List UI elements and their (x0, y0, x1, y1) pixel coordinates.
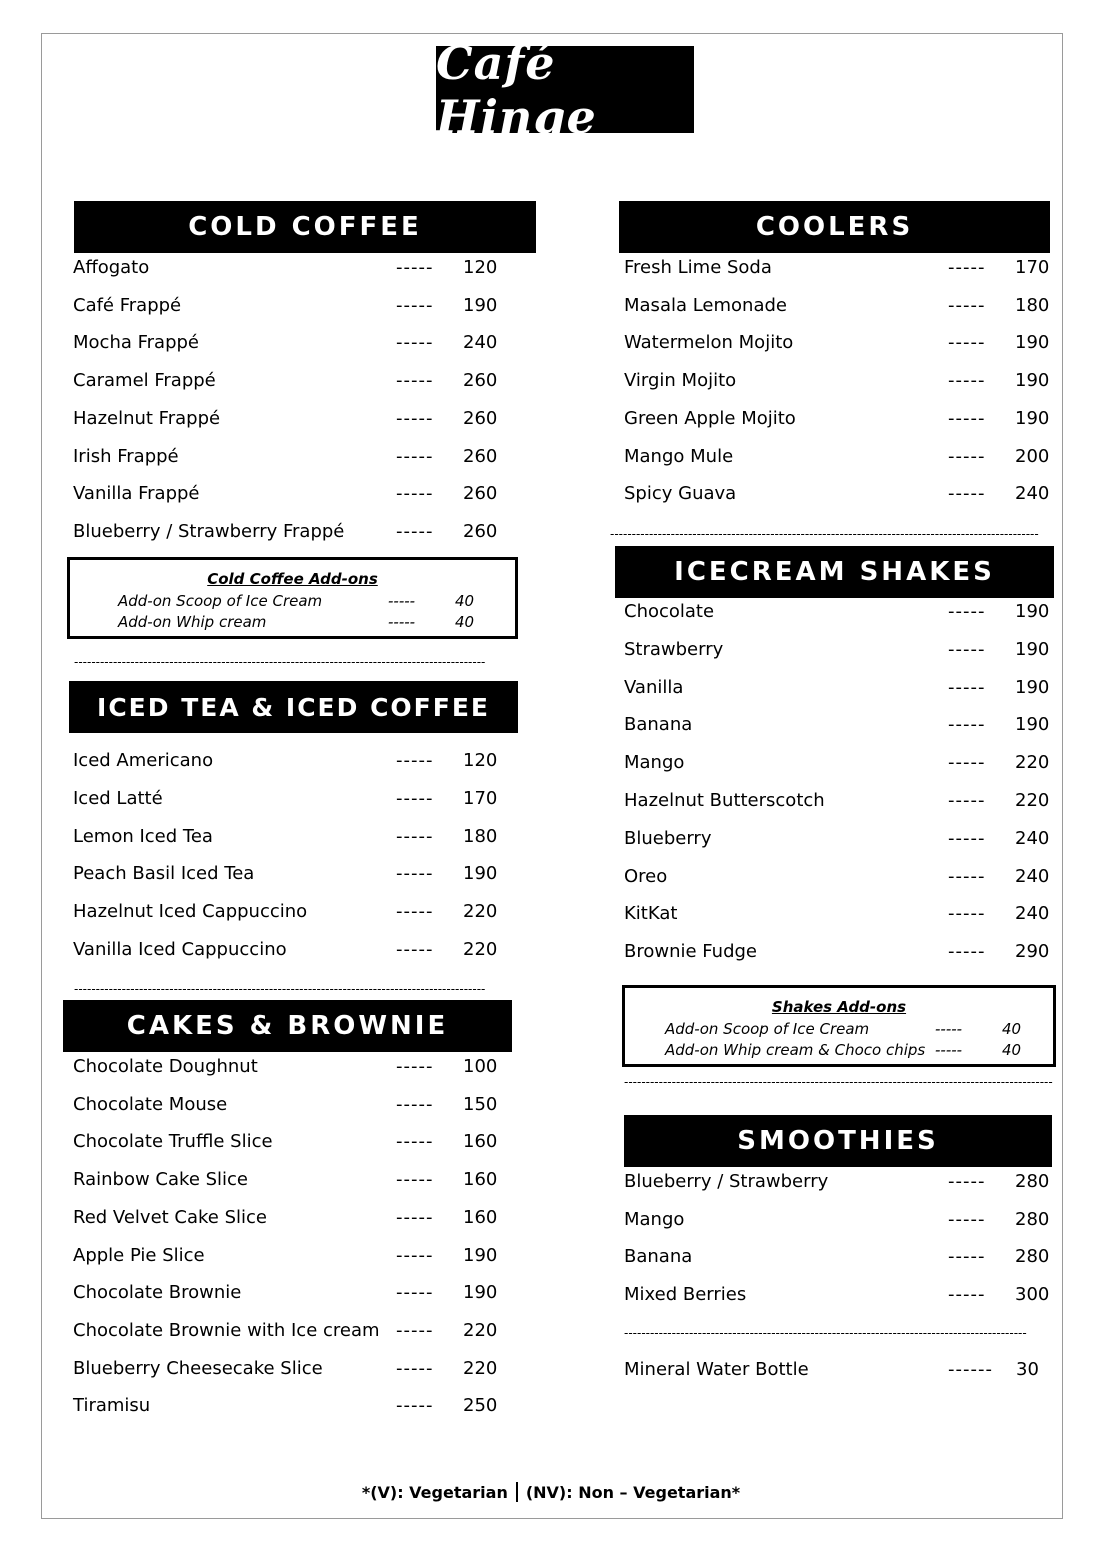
item-name: Chocolate Brownie (73, 1282, 242, 1304)
addon-name: Add-on Whip cream & Choco chips (665, 1041, 926, 1059)
item-price: 190 (463, 863, 498, 885)
item-dash: ----- (948, 294, 986, 316)
addon-name: Add-on Scoop of Ice Cream (665, 1020, 870, 1038)
item-dash: ----- (948, 483, 986, 505)
item-dash: ----- (948, 638, 986, 660)
item-price: 180 (463, 825, 498, 847)
item-price: 160 (463, 1169, 498, 1191)
item-name: Vanilla Frappé (73, 483, 200, 505)
item-dash: ----- (396, 483, 434, 505)
menu-item (73, 257, 513, 295)
menu-item (73, 750, 513, 788)
legend-veg: *(V): Vegetarian (361, 1483, 508, 1502)
item-dash: ----- (396, 1206, 434, 1228)
item-name: Watermelon Mojito (624, 332, 794, 354)
item-price: 190 (1015, 714, 1050, 736)
item-name: Red Velvet Cake Slice (73, 1206, 267, 1228)
menu-item (73, 1169, 513, 1207)
menu-item (73, 901, 513, 939)
item-dash: ----- (396, 370, 434, 392)
addons-title: Shakes Add-ons (771, 998, 907, 1016)
item-name: Hazelnut Butterscotch (624, 790, 825, 811)
item-dash: ----- (948, 257, 986, 278)
item-name: Mineral Water Bottle (624, 1359, 809, 1380)
menu-item (624, 446, 1064, 484)
section-header-smoothies: SMOOTHIES (624, 1115, 1052, 1167)
item-dash: ----- (396, 332, 434, 354)
item-name: Chocolate Truffle Slice (73, 1131, 273, 1153)
item-name: Virgin Mojito (624, 370, 737, 392)
menu-item (624, 677, 1064, 715)
separator-line: --------------------------------------------------------------------------------------------- (624, 1326, 1027, 1340)
item-name: Chocolate Doughnut (73, 1056, 258, 1077)
item-dash: ----- (396, 407, 434, 429)
item-name: Strawberry (624, 638, 724, 660)
menu-item (73, 295, 513, 333)
item-name: Mixed Berries (624, 1284, 747, 1306)
item-dash: ----- (948, 790, 986, 811)
item-price: 30 (1016, 1359, 1039, 1380)
menu-item (73, 1358, 513, 1396)
item-name: Spicy Guava (624, 483, 737, 505)
separator-line: --------------------------------------------------------------------------------------------------- (610, 527, 1039, 541)
item-name: Chocolate Brownie with Ice cream (73, 1319, 380, 1341)
item-price: 170 (463, 787, 498, 809)
item-dash: ----- (396, 1169, 434, 1191)
item-name: Fresh Lime Soda (624, 257, 772, 278)
legend-divider (516, 1482, 518, 1502)
item-price: 220 (463, 939, 498, 960)
item-dash: ----- (948, 1208, 986, 1230)
menu-item (624, 408, 1064, 446)
item-name: Lemon Iced Tea (73, 825, 213, 847)
item-dash: ----- (396, 1395, 434, 1417)
item-price: 100 (463, 1056, 498, 1077)
item-dash: ----- (948, 370, 986, 392)
menu-item (624, 483, 1064, 521)
item-dash: ----- (396, 294, 434, 316)
item-price: 250 (463, 1395, 498, 1417)
menu-item (73, 1207, 513, 1245)
item-dash: ----- (396, 1282, 434, 1304)
item-price: 190 (1015, 601, 1050, 622)
item-price: 240 (1015, 865, 1050, 887)
menu-item (624, 257, 1064, 295)
item-name: Masala Lemonade (624, 294, 787, 316)
separator-line: ----------------------------------------------------------------------------------------------- (74, 982, 486, 996)
item-price: 240 (1015, 903, 1050, 925)
item-price: 280 (1015, 1171, 1050, 1192)
legend-footer (0, 1482, 1102, 1502)
item-dash: ----- (948, 407, 986, 429)
item-dash: ----- (396, 863, 434, 885)
item-price: 280 (1015, 1246, 1050, 1268)
item-dash: ----- (396, 825, 434, 847)
item-price: 240 (463, 332, 498, 354)
section-header-shakes: ICECREAM SHAKES (615, 546, 1054, 598)
menu-item (624, 1359, 1064, 1397)
item-dash: ----- (948, 1284, 986, 1306)
item-dash: ----- (396, 257, 434, 278)
item-name: Banana (624, 1246, 693, 1268)
section-header-iced-tea: ICED TEA & ICED COFFEE (69, 681, 518, 733)
item-price: 290 (1015, 941, 1050, 963)
addon-dash: ----- (388, 613, 416, 631)
menu-item (624, 370, 1064, 408)
item-name: Mocha Frappé (73, 332, 199, 354)
addon-price: 40 (455, 592, 475, 610)
section-header-coolers: COOLERS (619, 201, 1050, 253)
menu-item (624, 1284, 1064, 1322)
addon-price: 40 (1002, 1041, 1022, 1059)
item-dash: ----- (948, 1246, 986, 1268)
item-price: 260 (463, 407, 498, 429)
item-dash: ----- (948, 941, 986, 963)
item-dash: ----- (396, 787, 434, 809)
menu-item (73, 1282, 513, 1320)
item-name: Green Apple Mojito (624, 407, 796, 429)
separator-line: ----------------------------------------------------------------------------------------------- (74, 655, 486, 669)
item-dash: ----- (396, 901, 434, 923)
item-price: 160 (463, 1131, 498, 1153)
item-dash: ----- (948, 714, 986, 736)
menu-item (624, 752, 1064, 790)
item-price: 190 (463, 1282, 498, 1304)
item-name: Hazelnut Frappé (73, 407, 221, 429)
section-header-cakes: CAKES & BROWNIE (63, 1000, 512, 1052)
brand-name: Café Hinge (436, 35, 597, 144)
item-name: Chocolate (624, 601, 715, 622)
item-price: 220 (463, 1357, 498, 1379)
menu-item (73, 939, 513, 977)
item-dash: ----- (948, 865, 986, 887)
menu-item (73, 1395, 513, 1433)
cold-coffee-addons-box (67, 557, 518, 639)
item-dash: ----- (948, 445, 986, 467)
item-dash: ----- (396, 445, 434, 467)
addons-title: Cold Coffee Add-ons (207, 570, 378, 588)
menu-item (624, 1246, 1064, 1284)
item-price: 220 (463, 901, 498, 923)
menu-item (73, 1245, 513, 1283)
item-name: Blueberry Cheesecake Slice (73, 1357, 323, 1379)
item-name: Irish Frappé (73, 445, 179, 467)
item-price: 190 (1015, 332, 1050, 354)
item-name: Vanilla (624, 676, 684, 698)
item-name: Brownie Fudge (624, 941, 757, 963)
item-dash: ----- (396, 1319, 434, 1341)
item-price: 190 (1015, 638, 1050, 660)
item-price: 260 (463, 483, 498, 505)
item-name: Blueberry / Strawberry Frappé (73, 520, 345, 542)
item-dash: ----- (948, 903, 986, 925)
addon-name: Add-on Scoop of Ice Cream (118, 592, 323, 610)
item-dash: ----- (396, 1244, 434, 1266)
menu-item (624, 601, 1064, 639)
menu-item (73, 483, 513, 521)
item-dash: ----- (948, 601, 986, 622)
item-price: 220 (1015, 790, 1050, 811)
menu-item (73, 863, 513, 901)
item-dash: ------ (948, 1359, 993, 1380)
item-price: 300 (1015, 1284, 1050, 1306)
item-name: Mango (624, 752, 685, 774)
item-price: 200 (1015, 445, 1050, 467)
item-price: 220 (1015, 752, 1050, 774)
item-name: Café Frappé (73, 294, 182, 316)
menu-item (73, 332, 513, 370)
item-name: Blueberry / Strawberry (624, 1171, 829, 1192)
item-name: Peach Basil Iced Tea (73, 863, 255, 885)
item-name: Iced Americano (73, 750, 214, 771)
item-name: Banana (624, 714, 693, 736)
menu-item (624, 639, 1064, 677)
menu-item (73, 446, 513, 484)
item-price: 220 (463, 1319, 498, 1341)
separator-line: --------------------------------------------------------------------------------------------------- (624, 1075, 1053, 1089)
menu-item (624, 1209, 1064, 1247)
item-name: Blueberry (624, 827, 712, 849)
menu-item (624, 828, 1064, 866)
menu-item (73, 521, 513, 559)
item-price: 240 (1015, 483, 1050, 505)
addon-dash: ----- (935, 1041, 963, 1059)
item-name: Apple Pie Slice (73, 1244, 205, 1266)
item-name: Tiramisu (73, 1395, 151, 1417)
legend-nonveg: (NV): Non – Vegetarian* (525, 1483, 741, 1502)
item-price: 120 (463, 257, 498, 278)
brand-logo (436, 35, 694, 144)
item-name: Oreo (624, 865, 668, 887)
item-price: 190 (1015, 370, 1050, 392)
item-price: 180 (1015, 294, 1050, 316)
addon-dash: ----- (388, 592, 416, 610)
item-dash: ----- (948, 1171, 986, 1192)
menu-item (73, 1320, 513, 1358)
item-name: Hazelnut Iced Cappuccino (73, 901, 308, 923)
menu-item (624, 714, 1064, 752)
menu-item (73, 408, 513, 446)
item-name: Vanilla Iced Cappuccino (73, 939, 287, 960)
addon-name: Add-on Whip cream (118, 613, 267, 631)
item-dash: ----- (948, 676, 986, 698)
item-price: 280 (1015, 1208, 1050, 1230)
menu-item (73, 1131, 513, 1169)
item-dash: ----- (396, 750, 434, 771)
addon-dash: ----- (935, 1020, 963, 1038)
item-dash: ----- (948, 752, 986, 774)
item-price: 120 (463, 750, 498, 771)
item-price: 190 (1015, 407, 1050, 429)
menu-item (624, 295, 1064, 333)
menu-item (624, 1171, 1064, 1209)
item-dash: ----- (948, 827, 986, 849)
item-dash: ----- (396, 1093, 434, 1115)
menu-item (73, 826, 513, 864)
item-dash: ----- (948, 332, 986, 354)
menu-item (624, 941, 1064, 979)
item-name: Iced Latté (73, 787, 163, 809)
item-price: 260 (463, 370, 498, 392)
menu-item (624, 332, 1064, 370)
menu-item (73, 1056, 513, 1094)
item-name: Rainbow Cake Slice (73, 1169, 249, 1191)
item-price: 190 (463, 1244, 498, 1266)
item-price: 260 (463, 445, 498, 467)
item-name: Mango Mule (624, 445, 734, 467)
item-price: 240 (1015, 827, 1050, 849)
item-price: 260 (463, 520, 498, 542)
item-name: Mango (624, 1208, 685, 1230)
item-name: Affogato (73, 257, 150, 278)
addon-price: 40 (1002, 1020, 1022, 1038)
menu-item (624, 790, 1064, 828)
menu-item (73, 788, 513, 826)
item-name: KitKat (624, 903, 678, 925)
menu-item (624, 866, 1064, 904)
item-dash: ----- (396, 939, 434, 960)
item-dash: ----- (396, 1056, 434, 1077)
item-price: 160 (463, 1206, 498, 1228)
menu-item (73, 370, 513, 408)
shakes-addons-box (622, 985, 1056, 1067)
item-name: Caramel Frappé (73, 370, 216, 392)
item-name: Chocolate Mouse (73, 1093, 228, 1115)
addon-price: 40 (455, 613, 475, 631)
item-price: 170 (1015, 257, 1050, 278)
section-header-cold-coffee: COLD COFFEE (74, 201, 536, 253)
menu-item (73, 1094, 513, 1132)
item-dash: ----- (396, 520, 434, 542)
item-dash: ----- (396, 1131, 434, 1153)
menu-item (624, 903, 1064, 941)
item-price: 190 (1015, 676, 1050, 698)
item-price: 150 (463, 1093, 498, 1115)
item-price: 190 (463, 294, 498, 316)
item-dash: ----- (396, 1357, 434, 1379)
